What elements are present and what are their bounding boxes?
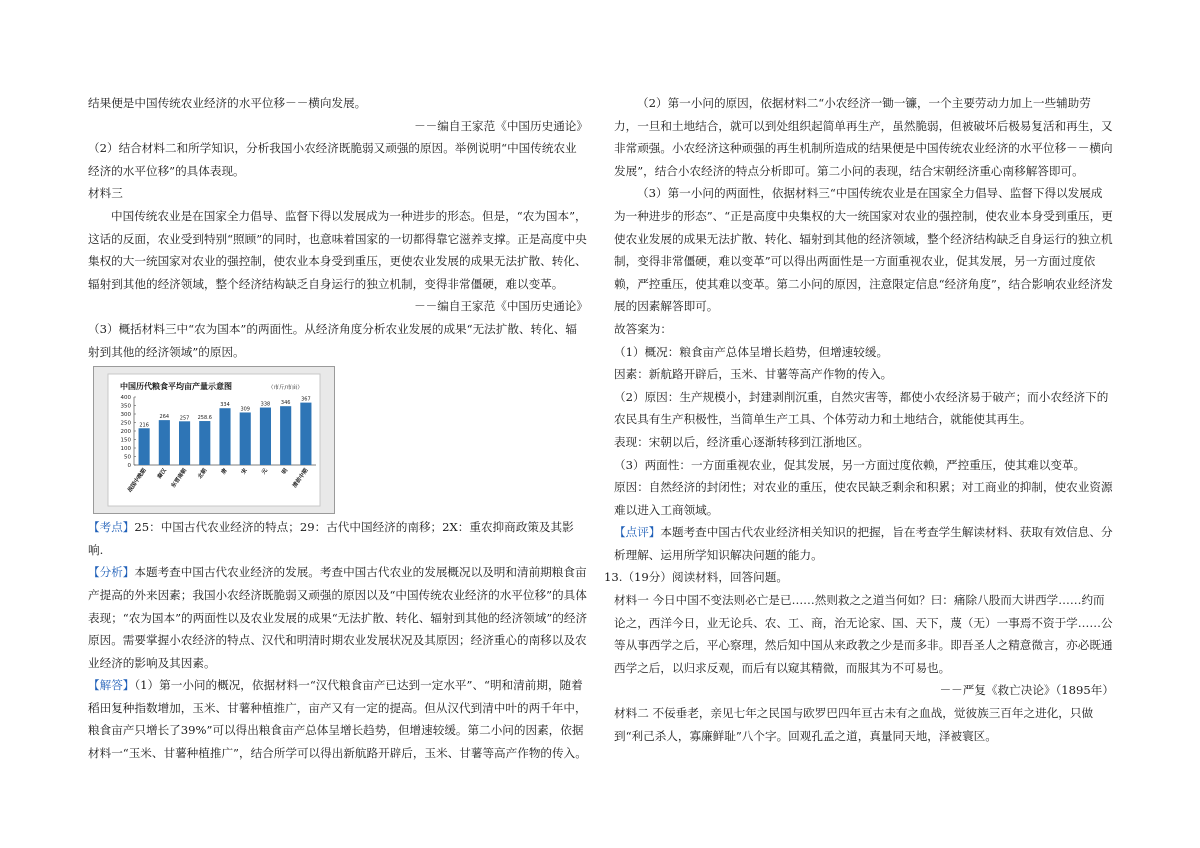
chart-bar (240, 413, 251, 466)
x-category-label: 秦汉 (156, 467, 168, 481)
source-citation: －－严复《救亡决论》（1895年） (939, 683, 1114, 698)
chart-bar (139, 428, 150, 465)
answer-line: 原因：自然经济的封闭性；对农业的重压，使农民缺乏剩余和积累；对工商业的抑制，使农业资源难以进入工商领域。 (614, 480, 1113, 517)
answer-part-3: （3）第一小问的两面性，依据材料三“中国传统农业是在国家全力倡导、监督下得以发展成为一种进步的形态”、“正是高度中央集权的大一统国家对农业的强控制，使农业本身受到重压，更使农业发展的成果无法扩散、转化、辐射到其他的经济领域，整个经济结构缺乏自身运行的独立机制，变得非常僵硬，难以变革”可以得出两面性是一方面重视农业，促其发展，另一方面过度依赖，严控重压，使其难以变革。第二小问的原因，注意限定信息“经济角度”，结合影响农业经济发展的因素解答即可。 (614, 186, 1113, 314)
x-category-label: 唐 (220, 467, 229, 476)
bar-value-label: 258.6 (197, 415, 212, 422)
y-tick-label: 350 (120, 403, 131, 410)
paragraph: 结果便是中国传统农业经济的水平位移－－横向发展。 (88, 96, 367, 110)
dianping-text: 本题考查中国古代农业经济相关知识的把握，旨在考查学生解读材料、获取有效信息、分析理解、运用所学知识解决问题的能力。 (614, 525, 1113, 562)
material-1: 材料一 今日中国不变法则必亡是已……然则救之之道当何如？曰：痛除八股而大讲西学……约而论之，西洋今日，业无论兵、农、工、商，治无论家、国、天下，蔑（无）一事焉不资于学……公等从事西学之后，平心察理，然后知中国从来政教之少是而多非。即吾圣人之精意微言，亦必既通西学之后，以归求反观，而后有以窥其精微，而服其为不可易也。 (614, 593, 1113, 675)
answer-part-2: （2）第一小问的原因，依据材料二“小农经济一锄一镰，一个主要劳动力加上一些辅助劳力，一旦和土地结合，就可以到处组织起简单再生产，虽然脆弱，但被破坏后极易复活和再生，又非常顽强。小农经济这种顽强的再生机制所造成的结果便是中国传统农业经济的水平位移－－横向发展”，结合小农经济的特点分析即可。第二小问的表现，结合宋朝经济重心南移解答即可。 (614, 96, 1113, 178)
bar-value-label: 216 (139, 422, 149, 429)
x-category-label: 宋 (240, 467, 249, 476)
y-tick-label: 250 (120, 420, 131, 427)
jieda-text: （1）第一小问的概况，依据材料一“汉代粮食亩产已达到一定水平”、“明和清前期，随着稻田复种指数增加，玉米、甘薯种植推广，亩产又有一定的提高。但从汉代到清中叶的两千年中，粮食亩产只增长了39%”可以得出粮食亩产总体呈增长趋势，但增速较缓。第二小问的因素，依据材料一“玉米、甘薯种植推广”，结合所学可以得出新航路开辟后，玉米、甘薯等高产作物的传入。 (88, 678, 587, 761)
y-tick-label: 150 (120, 437, 131, 444)
answer-line: 因素：新航路开辟后，玉米、甘薯等高产作物的传入。 (614, 367, 893, 382)
chart-unit: （市斤/市亩） (268, 385, 303, 392)
bar-value-label: 338 (260, 401, 271, 408)
fenxi-tag: 【分析】 (88, 565, 135, 580)
y-tick-label: 0 (127, 463, 131, 470)
kaodian (88, 516, 588, 561)
y-tick-label: 100 (120, 446, 131, 453)
answer-line: （2）原因：生产规模小，封建剥削沉重，自然灾害等，都使小农经济易于破产；而小农经济下的农民具有生产积极性，当简单生产工具、个体劳动力和土地结合，就能使其再生。 (614, 389, 1109, 427)
kaodian-tag: 【考点】 (88, 520, 135, 535)
material-2: 材料二 不佞垂老，亲见七年之民国与欧罗巴四年亘古未有之血战，觉彼族三百年之进化，只做到“利己杀人，寡廉鲜耻”八个字。回观孔孟之道，真量同天地，泽被寰区。 (614, 706, 1094, 743)
fenxi-text: 本题考查中国古代农业经济的发展。考查中国古代农业的发展概况以及明和清前期粮食亩产提高的外来因素；我国小农经济既脆弱又顽强的原因以及“中国传统农业经济的水平位移”的具体表现；“农为国本”的两面性以及农业发展的成果“无法扩散、转化、辐射到其他的经济领域”的经济原因。需要掌握小农经济的特点、汉代和明清时期农业发展状况及其原因；经济重心的南移以及农业经济的影响及其因素。 (88, 565, 588, 670)
x-category-label: 北朝 (197, 467, 209, 481)
x-category-label: 东晋南朝 (170, 467, 189, 490)
chart-bar (260, 408, 271, 465)
chart-svg (94, 367, 334, 513)
jieda (88, 674, 588, 764)
chart-bar (159, 420, 170, 465)
chart-bar (300, 403, 311, 465)
source-citation: －－编自王家范《中国历史通论》 (414, 118, 588, 133)
right-column (604, 92, 1114, 747)
chart-title: 中国历代粮食平均亩产量示意图 (120, 382, 232, 392)
answer-line: （1）概况：粮食亩产总体呈增长趋势，但增速较缓。 (614, 344, 889, 359)
chart-bar (179, 421, 190, 465)
x-category-label: 明 (281, 467, 290, 476)
chart-bar (280, 406, 291, 465)
chart-bar (199, 421, 210, 465)
material-3-title: 材料三 (88, 186, 123, 201)
x-category-label: 战国中晚期 (127, 467, 148, 494)
x-category-label: 清前中期 (291, 467, 310, 490)
question-13: 13.（19分）阅读材料，回答问题。 (604, 570, 788, 585)
bar-value-label: 334 (220, 402, 230, 409)
material-3-text: 中国传统农业是在国家全力倡导、监督下得以发展成为一种进步的形态。但是，“农为国本”，这话的反面，农业受到特别“照顾”的同时，也意味着国家的一切都得靠它滋养支撑。正是高度中央集权的大一统国家对农业的强控制，使农业本身受到重压，更使农业发展的成果无法扩散、转化、辐射到其他的经济领域，整个经济结构缺乏自身运行的独立机制，变得非常僵硬，难以变革。 (88, 208, 587, 291)
answer-heading: 故答案为： (614, 321, 672, 336)
fenxi (88, 561, 588, 674)
source-citation: －－编自王家范《中国历史通论》 (414, 299, 588, 314)
bar-value-label: 264 (159, 414, 170, 421)
answer-line: （3）两面性：一方面重视农业，促其发展，另一方面过度依赖，严控重压，使其难以变革。 (614, 457, 1086, 472)
kaodian-text: 25：中国古代农业经济的特点；29：古代中国经济的南移；2X：重农抑商政策及其影响. (88, 520, 574, 557)
left-column (88, 92, 588, 765)
question-2: （2）结合材料二和所学知识，分析我国小农经济既脆弱又顽强的原因。举例说明“中国传统农业经济的水平位移”的具体表现。 (88, 141, 577, 178)
answer-line: 表现：宋朝以后，经济重心逐渐转移到江浙地区。 (614, 434, 870, 449)
y-tick-label: 400 (120, 395, 131, 402)
dianping-tag: 【点评】 (614, 525, 661, 540)
chart-bar (219, 408, 230, 465)
y-tick-label: 200 (120, 429, 131, 436)
y-tick-label: 300 (120, 412, 131, 419)
bar-value-label: 309 (240, 406, 250, 413)
jieda-tag: 【解答】 (88, 678, 135, 693)
bar-value-label: 367 (301, 396, 311, 403)
x-category-label: 元 (261, 467, 270, 476)
bar-value-label: 346 (280, 400, 291, 407)
grain-yield-chart (93, 366, 335, 514)
bar-value-label: 257 (179, 415, 190, 422)
y-tick-label: 50 (124, 454, 131, 461)
question-3: （3）概括材料三中“农为国本”的两面性。从经济角度分析农业发展的成果“无法扩散、转化、辐射到其他的经济领域”的原因。 (88, 321, 577, 359)
dianping (614, 521, 1114, 566)
